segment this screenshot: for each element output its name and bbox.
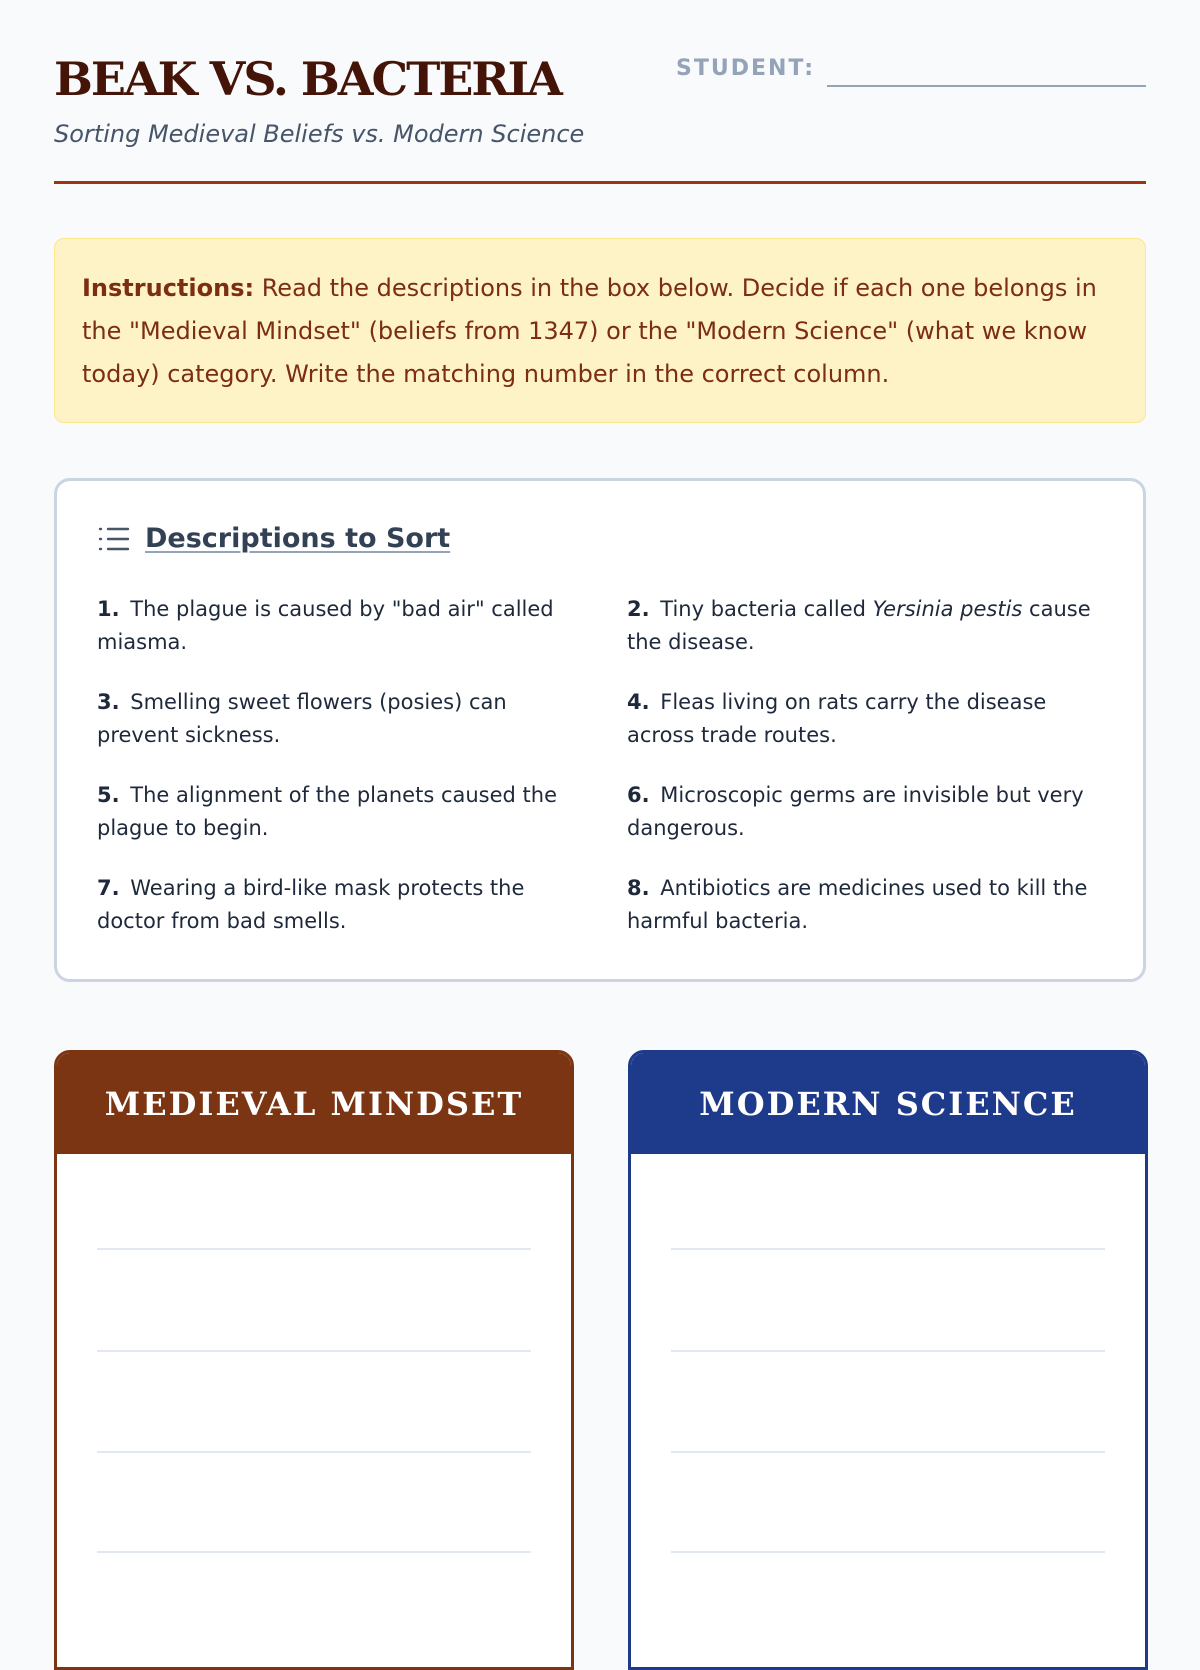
item-number: 1. [97,597,120,621]
instructions-label: Instructions: [82,274,255,302]
item-text: Wearing a bird-like mask protects the doctor from bad smells. [97,876,525,933]
description-item-1 [97,593,586,659]
answer-line[interactable] [97,1350,531,1352]
item-text: The plague is caused by "bad air" called miasma. [97,597,554,654]
description-item-3 [97,686,586,752]
item-number: 3. [97,690,120,714]
item-text: Smelling sweet flowers (posies) can prevent sickness. [97,690,507,747]
item-number: 4. [627,690,650,714]
item-text: Microscopic germs are invisible but very dangerous. [627,783,1084,840]
answer-line[interactable] [671,1350,1105,1352]
descriptions-card [54,478,1146,982]
item-number: 5. [97,783,120,807]
descriptions-header [97,523,450,554]
instructions-box [54,238,1146,423]
item-number: 7. [97,876,120,900]
item-text-pre: Tiny bacteria called [653,597,873,621]
item-text: Fleas living on rats carry the disease across trade routes. [627,690,1047,747]
descriptions-title: Descriptions to Sort [145,523,451,554]
answer-line[interactable] [97,1451,531,1453]
instructions-text: Read the descriptions in the box below. Decide if each one belongs in the "Medieval Mindset" (beliefs from 1347) or the "Modern Science" (what we know today) category. Write the matching number in the correct column. [82,274,1097,388]
description-item-7 [97,872,586,938]
answer-line[interactable] [671,1551,1105,1553]
descriptions-list [97,593,1107,938]
item-number: 8. [627,876,650,900]
student-label: STUDENT: [676,56,816,81]
item-text: The alignment of the planets caused the plague to begin. [97,783,557,840]
list-icon [97,524,131,554]
item-number: 2. [627,597,650,621]
answer-line[interactable] [97,1551,531,1553]
description-item-2 [627,593,1116,659]
medieval-mindset-column [54,1050,574,1670]
modern-science-column [628,1050,1148,1670]
description-item-6 [627,779,1116,845]
worksheet-page [54,0,1146,1600]
answer-line[interactable] [97,1248,531,1250]
worksheet-subtitle: Sorting Medieval Beliefs vs. Modern Science [54,120,585,148]
worksheet-header [54,0,1146,184]
answer-line[interactable] [671,1451,1105,1453]
student-name-line[interactable] [827,85,1146,87]
description-item-8 [627,872,1116,938]
description-item-5 [97,779,586,845]
item-text: Antibiotics are medicines used to kill the harmful bacteria. [627,876,1088,933]
item-text-italic: Yersinia pestis [872,597,1023,621]
medieval-mindset-header: MEDIEVAL MINDSET [57,1053,571,1154]
description-item-4 [627,686,1116,752]
item-text-post: cause the disease. [627,597,1091,654]
answer-line[interactable] [671,1248,1105,1250]
item-number: 6. [627,783,650,807]
modern-science-header: MODERN SCIENCE [631,1053,1145,1154]
worksheet-title: BEAK VS. BACTERIA [54,52,561,106]
